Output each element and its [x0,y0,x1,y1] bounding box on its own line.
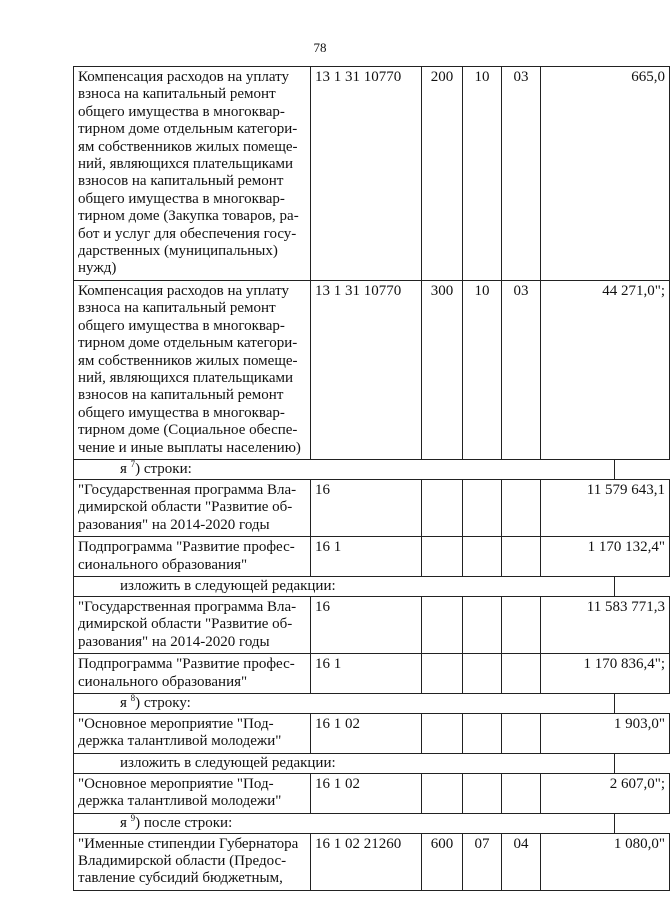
cell-name: Подпрограмма "Развитие профес- сионального образования" [74,654,311,694]
document-body [73,66,665,891]
budget-table [73,66,670,460]
table-row [74,537,670,577]
cell-sum: 1 170 836,4"; [541,654,670,694]
table-row [74,479,670,536]
cell-vr [422,714,463,754]
cell-vr [422,537,463,577]
cell-csr: 16 1 02 [311,714,422,754]
cell-vr [422,596,463,653]
footnote-marker: 9 [130,812,136,823]
cell-vr: 600 [422,833,463,890]
cell-name: Компенсация расходов на уплату взноса на капитальный ремонт общего имущества в многоквар- тирном доме отдельным категори- ям собственников жилых помеще- ний, являющихся плательщиками взносов на капитальный ремонт общего имущества в многоквар- тирном доме (Закупка товаров, ра- бот и услуг для обеспечения госу- дарственных (муниципальных) нужд) [74,67,311,281]
cell-name: Компенсация расходов на уплату взноса на капитальный ремонт общего имущества в многоквар- тирном доме отдельным категори- ям собственников жилых помеще- ний, являющихся плательщиками взносов на капитальный ремонт общего имущества в многоквар- тирном доме (Социальное обеспе- чение и иные выплаты населению) [74,280,311,459]
cell-sum: 44 271,0"; [541,280,670,459]
instruction-prefix: изложить в следующей редакции: [120,754,336,771]
table-row [74,67,670,281]
cell-rz [463,714,502,754]
cell-name: Подпрограмма "Развитие профес- сионального образования" [74,537,311,577]
cell-rz [463,479,502,536]
table-row [74,833,670,890]
cell-sum: 2 607,0"; [541,773,670,813]
cell-sum: 1 170 132,4" [541,537,670,577]
instruction-prefix: я [120,695,131,711]
cell-pr [502,714,541,754]
cell-csr: 16 1 02 21260 [311,833,422,890]
budget-table [73,833,670,891]
cell-sum: 665,0 [541,67,670,281]
table-row [74,773,670,813]
cell-csr: 16 1 [311,537,422,577]
cell-pr: 03 [502,280,541,459]
footnote-marker: 7 [130,458,136,469]
instruction-prefix: изложить в следующей редакции: [120,577,336,594]
cell-pr [502,596,541,653]
cell-sum: 1 903,0" [541,714,670,754]
footnote-marker: 8 [130,693,136,703]
table-row [74,654,670,694]
cell-vr [422,479,463,536]
table-row [74,714,670,754]
amendment-instruction [73,814,615,833]
cell-pr [502,479,541,536]
cell-sum: 1 080,0" [541,833,670,890]
instruction-prefix: я [120,460,131,477]
cell-sum: 11 579 643,1 [541,479,670,536]
cell-rz: 10 [463,280,502,459]
instruction-suffix: ) после строки: [135,814,233,831]
amendment-instruction [73,694,615,713]
amendment-instruction [73,460,615,479]
cell-vr: 200 [422,67,463,281]
cell-name: "Основное мероприятие "Под- держка талантливой молодежи" [74,714,311,754]
amendment-instruction [73,577,615,596]
cell-rz [463,537,502,577]
instruction-suffix: ) строку: [135,695,191,711]
cell-sum: 11 583 771,3 [541,596,670,653]
cell-vr [422,654,463,694]
cell-name: "Государственная программа Вла- димирской области "Развитие об- разования" на 2014-2020 годы [74,596,311,653]
cell-pr [502,654,541,694]
budget-table [73,773,670,814]
cell-rz [463,773,502,813]
cell-csr: 16 [311,596,422,653]
cell-pr [502,537,541,577]
cell-csr: 16 1 [311,654,422,694]
cell-pr: 03 [502,67,541,281]
table-row [74,280,670,459]
cell-rz [463,596,502,653]
budget-table [73,479,670,577]
cell-name: "Именные стипендии Губернатора Владимирской области (Предос- тавление субсидий бюджетным, [74,833,311,890]
cell-rz: 10 [463,67,502,281]
cell-rz [463,654,502,694]
cell-pr [502,773,541,813]
cell-rz: 07 [463,833,502,890]
table-row [74,596,670,653]
cell-csr: 16 [311,479,422,536]
cell-pr: 04 [502,833,541,890]
cell-csr: 13 1 31 10770 [311,280,422,459]
instruction-suffix: ) строки: [135,460,192,477]
amendment-instruction [73,754,615,773]
cell-vr: 300 [422,280,463,459]
cell-csr: 13 1 31 10770 [311,67,422,281]
cell-vr [422,773,463,813]
cell-name: "Государственная программа Вла- димирской области "Развитие об- разования" на 2014-2020 годы [74,479,311,536]
instruction-prefix: я [120,814,131,831]
page-number: 78 [313,40,327,55]
cell-csr: 16 1 02 [311,773,422,813]
cell-name: "Основное мероприятие "Под- держка талантливой молодежи" [74,773,311,813]
budget-table [73,596,670,694]
budget-table [73,713,670,754]
